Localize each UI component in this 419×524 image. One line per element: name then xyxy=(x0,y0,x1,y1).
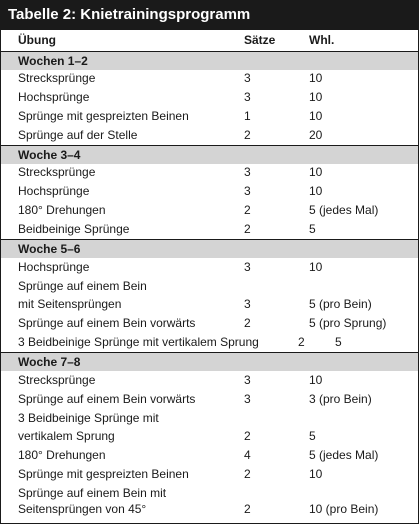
header-exercise: Übung xyxy=(18,33,56,47)
header-sets: Sätze xyxy=(244,33,276,47)
section-header: Woche 5–6 xyxy=(1,239,418,258)
section-header: Woche 7–8 xyxy=(1,352,418,371)
section-header: Woche 3–4 xyxy=(1,145,418,164)
section-header: Wochen 1–2 xyxy=(1,51,418,70)
table-title: Tabelle 2: Knietrainingsprogramm xyxy=(1,0,418,30)
header-reps: Whl. xyxy=(309,33,335,47)
training-table: Tabelle 2: Knietrainingsprogramm Übung Sätze Whl. Wochen 1–2 Strecksprünge 3 10 Hochsprünge 3 10 Sprünge mit gespreizten Beinen 1 10 Sprünge auf der Stelle 2 20 Woche 3–4 Strecksprünge 3 10 Hochsprünge 3 10 180° Drehungen 2 5 (jedes Mal) Beidbeinige Sprünge 2 5 Woche 5–6 Hochsprünge 3 10 Sprünge auf einem Bein mit Seitensprüngen 3 5 (pro Bein) Sprünge auf einem Bein vorwärts 2 5 (pro Sprung) 3 Beidbeinige Sprünge mit vertikalem Sprung 2 5 Woche 7–8 Strecksprünge 3 10 Sprünge auf einem Bein vorwärts 3 3 (pro Bein) 3 Beidbeinige Sprünge mit vertikalem Sprung 2 5 180° Drehungen 4 5 (jedes Mal) Sprünge mit gespreizten Beinen 2 10 Sprünge auf einem Bein mit Seitensprüngen von 45° 2 10 (pro Bein) xyxy=(0,0,419,524)
table-header-row xyxy=(1,31,418,52)
